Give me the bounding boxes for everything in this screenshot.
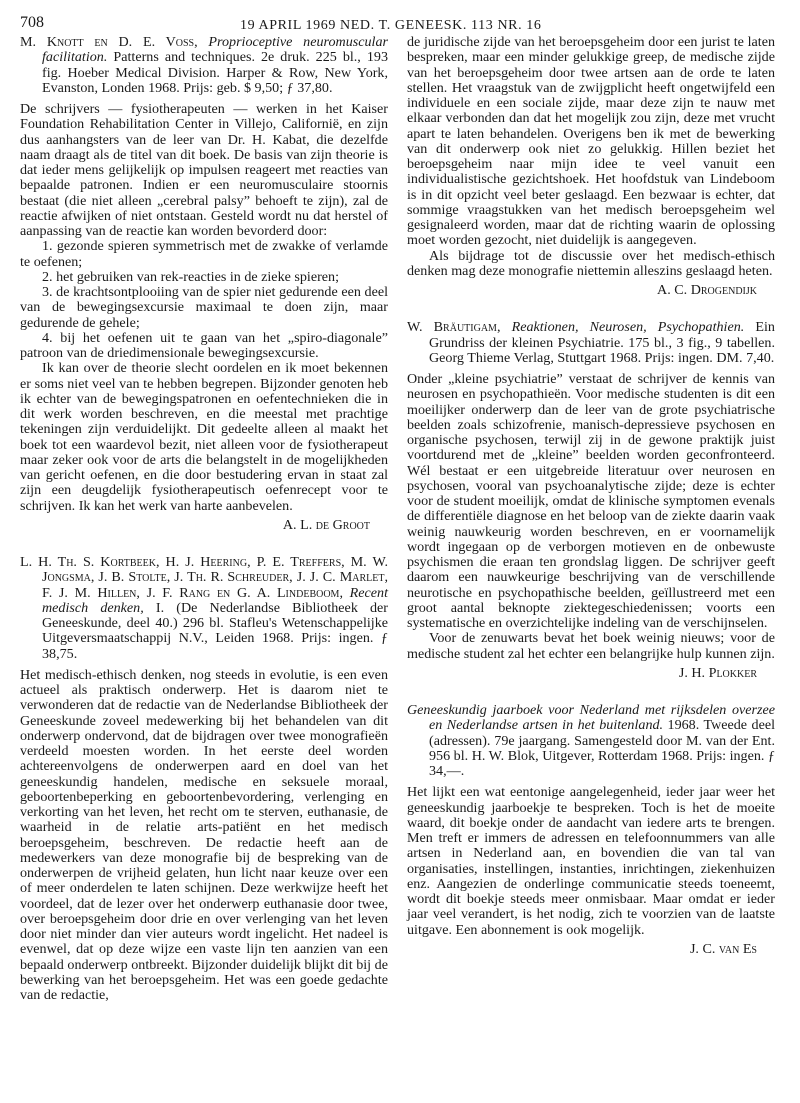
citation xyxy=(20,555,388,662)
reviewer-signature: J. C. van Es xyxy=(689,940,757,957)
citation-title: Recent medisch denken, xyxy=(42,584,388,616)
review-paragraph: Onder „kleine psychiatrie” verstaat de schrijver de kennis van neurosen en psychopathieën. Voor medische studenten is dit een moeilijker onderwerp dan de leer van de grote psychiatrische beelden zoals schizofrenie, manisch-depressieve psychosen en organische psychosen, terwijl zij in de gewone praktijk juist voortdurend met de „kleine” beelden worden geconfronteerd. Wél bestaat er een uitgebreide literatuur over neurosen en psychosen, vooral van psychoanalytische zijde; deze is echter voor de student moeilijk, omdat de klinische symptomen evenals de differentiële diagnose en het beloop van de ziekte daarin vaak weinig nauwkeurig worden beschreven, en er voornamelijk wordt ingegaan op de verborgen motieven en de onbewuste psychismen die eraan ten grondslag liggen. De schrijver geeft daarom een nauwkeurige beschrijving van de verschillende neurotische en psychopathische beelden, geïllustreerd met een groot aantal beknopte ziektegeschiedenissen; voorts een systematische en overzichtelijke indeling van de verschijnselen. xyxy=(407,371,775,631)
page-header xyxy=(20,14,780,34)
citation-title: Geneeskundig jaarboek voor Nederland met rijksdelen overzee en Nederlandse artsen in het buitenland. xyxy=(407,702,775,734)
citation-title: Proprioceptive neuromuscular facilitation. xyxy=(42,34,388,66)
review-paragraph: Ik kan over de theorie slecht oordelen en ik moet bekennen er soms niet veel van te hebben begrepen. Bijzonder genoten heb ik echter van de bewegingspatronen en oefentechnieken die in dit werk worden beschreven, en die meestal met prachtige tekeningen zijn verduidelijkt. Dit gedeelte alleen al maakt het boek tot een waardevol bezit, niet alleen voor de fysiotherapeut maar zeker ook voor de arts die belangstelt in de mogelijkheden van gericht oefenen, en die door bestudering ervan in staat zal zijn een deugdelijk fysiotherapeutisch oefenrecept voor te schrijven. Ik kan het werk van harte aanbevelen. xyxy=(20,360,388,514)
list-item: 4. bij het oefenen uit te gaan van het „spiro-diagonale” patroon van de driedimensionale bewegingsexcursie. xyxy=(20,329,388,361)
left-column xyxy=(20,35,388,1003)
reviewer-signature: A. L. de Groot xyxy=(282,516,370,533)
review-paragraph: De schrijvers — fysiotherapeuten — werken in het Kaiser Foundation Rehabilitation Center in Villejo, Californië, en zijn dus aanhangsters van de leer van Dr. H. Kabat, die dezelfde naam draagt als de titel van dit boek. De basis van zijn theorie is dat ieder mens gelijkelijk op impulsen reageert met reacties van bepaalde patronen. Indien er een neuromusculaire stoornis bestaat (die niet alleen „cerebral palsy” behoeft te zijn), zal de reactie afwijken of niet ontstaan. Gesteld wordt nu dat herstel of aanpassing van de reactie kan worden bevorderd door: xyxy=(20,101,388,239)
citation-title: Reaktionen, Neurosen, Psychopathien. xyxy=(511,319,745,336)
review-paragraph: Voor de zenuwarts bevat het boek weinig nieuws; voor de medische student zal het echter een belangrijke hulp kunnen zijn. xyxy=(407,630,775,662)
review-brautigam xyxy=(407,320,775,681)
citation xyxy=(407,703,775,779)
citation-authors: M. Knott en D. E. Voss, xyxy=(20,34,198,50)
review-geneeskundig-jaarboek xyxy=(407,703,775,957)
review-paragraph: de juridische zijde van het beroepsgeheim door een jurist te laten bespreken, maar een minder gelukkige greep, de medische zijde van het beroepsgeheim door twee artsen aan de orde te laten stellen. Het vraagstuk van de zwijgplicht heeft ongetwijfeld een individuele en een sociale zijde, maar deze zijn te nauw met elkaar verbonden dan dat het mogelijk zou zijn, deze met vrucht apart te laten behandelen. Overigens ben ik met de bewerking van dit onderwerp ook niet zo gelukkig. Hillen beziet het beroepsgeheim naar mijn idee te veel vanuit een individualistische gezichtshoek. Het hoofdstuk van Lindeboom is in dit opzicht veel beter geslaagd. Een bezwaar is echter, dat sommige vraagstukken van het medisch beroepsgeheim wel gesignaleerd worden, maar dat de richting waarin de oplossing moet worden gezocht, niet duidelijk is aangegeven. xyxy=(407,34,775,249)
citation xyxy=(20,35,388,96)
list-item: 2. het gebruiken van rek-reacties in de zieke spieren; xyxy=(42,268,340,285)
running-head: 19 APRIL 1969 NED. T. GENEESK. 113 NR. 16 xyxy=(240,18,542,33)
review-knott-voss xyxy=(20,35,388,533)
page-number: 708 xyxy=(20,14,44,31)
citation xyxy=(407,320,775,366)
review-paragraph: Het medisch-ethisch denken, nog steeds in evolutie, is een even actueel als praktisch onderwerp. Het is daarom niet te verwonderen dat de redactie van de Nederlandse Bibliotheek der Geneeskunde zoveel medewerking bij het behandelen van dit onderwerp ondervond, dat de bijdragen over twee monografieën verdeeld moesten worden. In het eerste deel worden achtereenvolgens de onderwerpen aard en doel van het geneeskundig handelen, medische en seksuele moraal, geboortenbeperking en geboortenbevordering, verlenging en verkorting van het leven, het recht om te sterven, euthanasie, de waarheid in de relatie arts-patiënt en het medisch beroepsgeheim, beschreven. De redactie heeft aan de medewerkers van deze monografie bij de bespreking van de onderwerpen de vrijheid gelaten, hun licht naar keuze over een of meer onderdelen te laten schijnen. Deze werkwijze heeft het voordeel, dat de lezer over het onderwerp euthanasie door twee, over beroepsgeheim door drie en over verlenging van het leven door niet minder dan vier auteurs wordt ingelicht. Het nadeel is evenwel, dat op deze wijze een vaste lijn ten aanzien van een bepaald onderwerp ontbreekt. Bijzonder duidelijk blijkt dit bij de bewerking van het beroepsgeheim. Het was een goede gedachte van de redactie, xyxy=(20,666,388,1003)
right-column xyxy=(407,35,775,979)
reviewer-signature: J. H. Plokker xyxy=(678,664,757,681)
review-paragraph: Het lijkt een wat eentonige aangelegenheid, ieder jaar weer het geneeskundig jaarboekje te bespreken. Toch is het de moeite waard, dit boekje onder de aandacht van iedere arts te brengen. Men treft er immers de adressen en telefoonnummers van alle artsen in Nederland aan, en bovendien die van tal van organisaties, instellingen, instanties, inrichtingen, ziekenhuizen enz. Aangezien de onderlinge communicatie steeds toeneemt, wordt dit boekje steeds meer onmisbaar. Maar omdat er ieder jaar veel verandert, is het nodig, zich te voorzien van de laatste uitgave. Een abonnement is ook mogelijk. xyxy=(407,784,775,938)
reviewer-signature: A. C. Drogendijk xyxy=(657,282,757,298)
citation-authors: L. H. Th. S. Kortbeek, H. J. Heering, P. E. Treffers, M. W. Jongsma, J. B. Stolte, J. Th. R. Schreuder, J. J. C. Marlet, F. J. M. Hillen, J. F. Rang en G. A. Lindeboom, xyxy=(20,554,388,601)
review-recent-medisch-denken-continued xyxy=(407,35,775,298)
citation-details: Ein Grundriss der kleinen Psychiatrie. 175 bl., 3 fig., 9 tabellen. Georg Thieme Verlag, Stuttgart 1968. Prijs: ingen. DM. 7,40. xyxy=(429,319,775,366)
citation-authors: W. Bräutigam, xyxy=(407,319,501,336)
citation-details: Patterns and techniques. 2e druk. 225 bl., 193 fig. Hoeber Medical Division. Harper & Row, New York, Evanston, Londen 1968. Prijs: geb. $ 9,50; ƒ 37,80. xyxy=(42,49,388,96)
list-item: 1. gezonde spieren symmetrisch met de zwakke of verlamde te oefenen; xyxy=(20,238,388,270)
citation-details: I. (De Nederlandse Bibliotheek der Geneeskunde, deel 40.) 296 bl. Stafleu's Wetenschappelijke Uitgeversmaatschappij N.V., Leiden 1968. Prijs: ingen. ƒ 38,75. xyxy=(42,599,388,662)
citation-details: 1968. Tweede deel (adressen). 79e jaargang. Samengesteld door M. van der Ent. 956 bl. H. W. Blok, Uitgever, Rotterdam 1968. Prijs: ingen. ƒ 34,—. xyxy=(429,717,775,779)
list-item: 3. de krachtsontplooiing van de spier niet gedurende een deel van de bewegingsexcursie maximaal te doen zijn, maar gedurende de gehele; xyxy=(20,284,388,331)
review-paragraph: Als bijdrage tot de discussie over het medisch-ethisch denken mag deze monografie niettemin alleszins geslaagd heten. xyxy=(407,247,775,279)
review-recent-medisch-denken xyxy=(20,555,388,1003)
